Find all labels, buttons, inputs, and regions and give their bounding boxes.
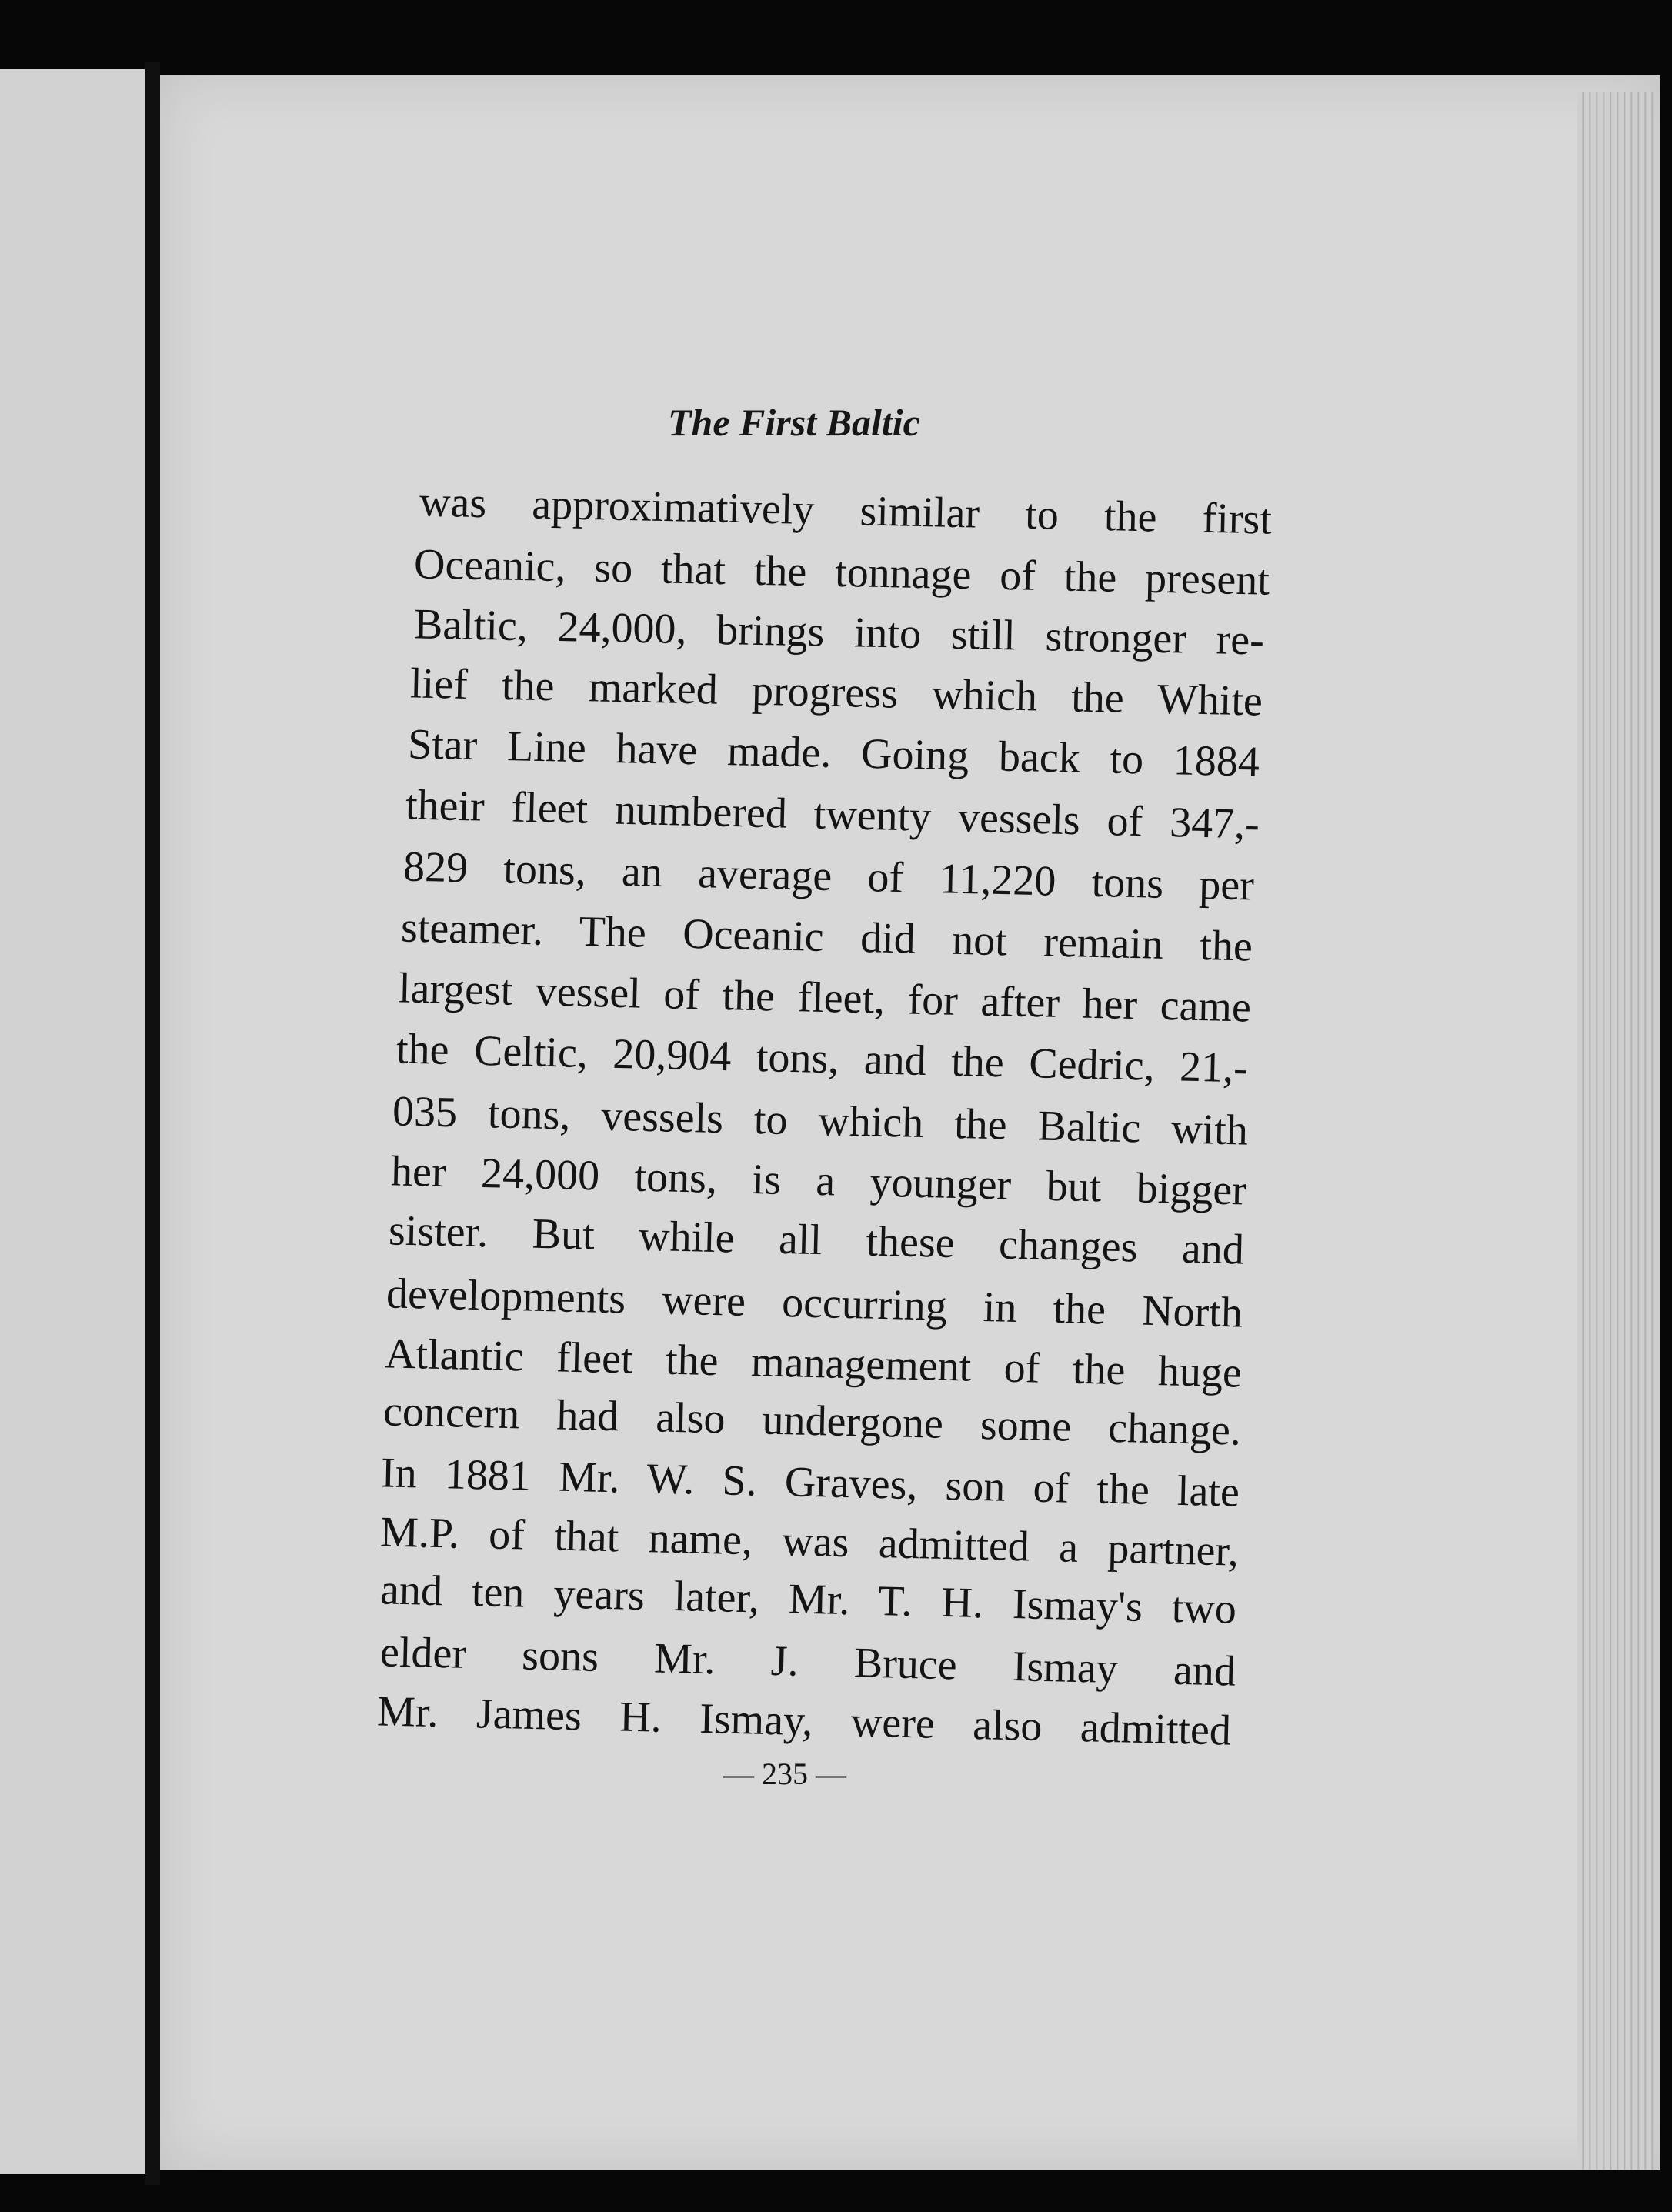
text-line: the Celtic, 20,904 tons, and the Cedric, 21,- [395, 1025, 1249, 1093]
page-edges [1577, 92, 1654, 2170]
facing-page [0, 69, 145, 2174]
text-line: Mr. James H. Ismay, were also admitted [376, 1687, 1232, 1755]
text-line: was approximatively similar to the first [419, 478, 1273, 544]
text-line: sister. But while all these changes and [388, 1206, 1245, 1274]
page-number: — 235 — [723, 1757, 846, 1791]
running-head: The First Baltic [668, 401, 920, 444]
text-line: M.P. of that name, was admitted a partner, [379, 1508, 1240, 1576]
text-line: her 24,000 tons, is a younger but bigger [390, 1147, 1247, 1215]
text-line: 829 tons, an average of 11,220 tons per [402, 842, 1255, 910]
text-line: 035 tons, vessels to which the Baltic with [392, 1087, 1249, 1155]
text-line: Oceanic, so that the tonnage of the present [413, 540, 1270, 605]
text-line: developments were occurring in the North [385, 1269, 1243, 1337]
text-line: Star Line have made. Going back to 1884 [407, 720, 1260, 786]
text-line: and ten years later, Mr. T. H. Ismay's two [379, 1566, 1237, 1633]
text-line: their fleet numbered twenty vessels of 347,- [405, 781, 1260, 849]
text-line: largest vessel of the fleet, for after her came [398, 964, 1252, 1032]
text-line: elder sons Mr. J. Bruce Ismay and [379, 1628, 1236, 1696]
text-line: lief the marked progress which the White [409, 659, 1263, 726]
text-line: In 1881 Mr. W. S. Graves, son of the late [380, 1449, 1240, 1516]
text-line: Baltic, 24,000, brings into still stronger re- [413, 600, 1265, 665]
text-line: Atlantic fleet the management of the huge [384, 1330, 1243, 1397]
book-gutter [145, 62, 160, 2185]
text-line: steamer. The Oceanic did not remain the [400, 903, 1253, 971]
text-line: concern had also undergone some change. [382, 1387, 1242, 1455]
